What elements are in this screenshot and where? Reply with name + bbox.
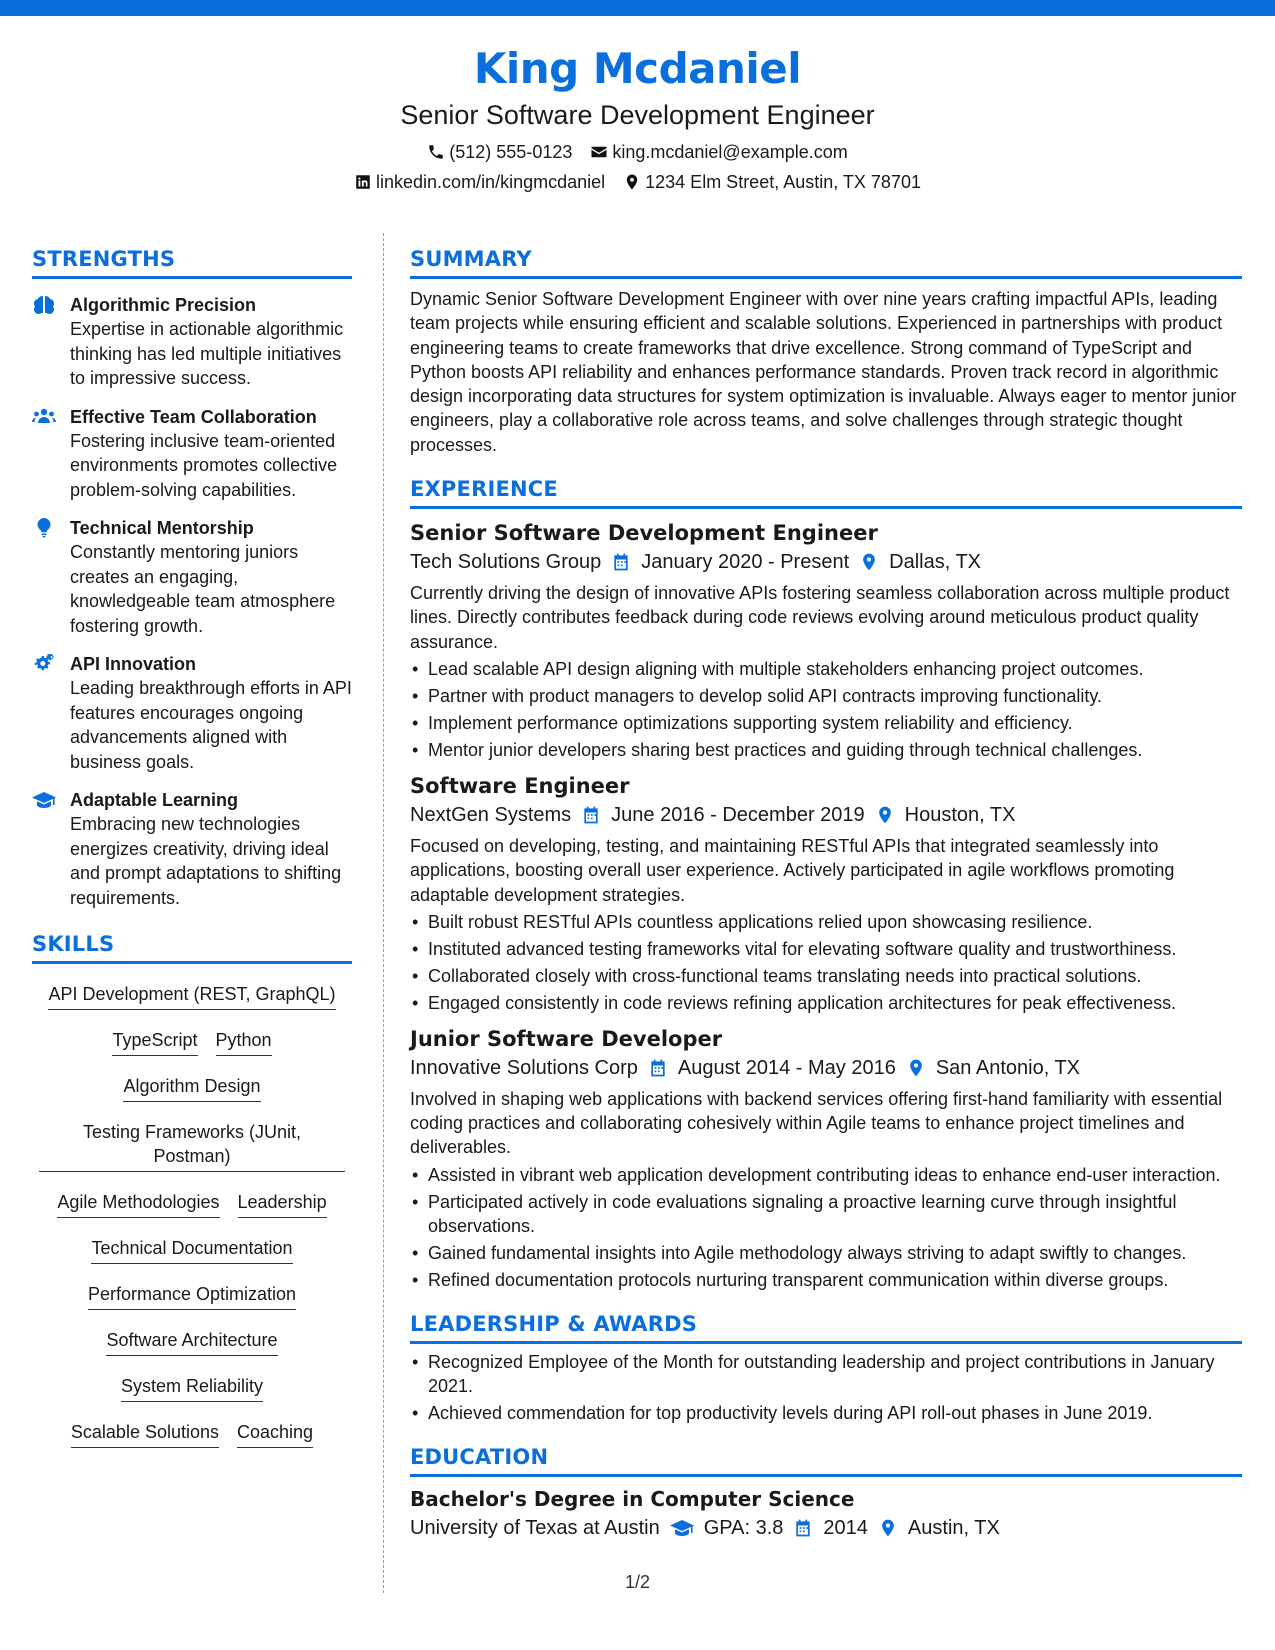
job-desc: Currently driving the design of innovative APIs fostering seamless collaboration across multiple product lines. Directly contributes feedback during code reviews evolving around meticulous product quality assurance. — [410, 583, 1230, 652]
address-contact — [623, 170, 921, 194]
strength-desc: Embracing new technologies energizes creativity, driving ideal and prompt adaptations to shifting requirements. — [70, 814, 342, 908]
skill-tag: Coaching — [237, 1420, 313, 1448]
right-column — [410, 245, 1242, 1555]
strengths-heading: STRENGTHS — [32, 245, 352, 279]
job-entry — [410, 519, 1242, 762]
job-bullet: • Built robust RESTful APIs countless applications relied upon showcasing resilience. — [410, 910, 1242, 934]
strength-desc: Constantly mentoring juniors creates an engaging, knowledgeable team atmosphere fostering growth. — [70, 542, 336, 636]
job-bullet: • Gained fundamental insights into Agile methodology always striving to adapt swiftly to changes. — [410, 1241, 1242, 1265]
map-pin-icon — [875, 805, 895, 825]
education-section — [410, 1443, 1242, 1543]
left-column — [32, 245, 352, 1460]
calendar-icon — [648, 1058, 668, 1078]
experience-heading: EXPERIENCE — [410, 475, 1242, 509]
job-meta — [410, 547, 1242, 577]
graduation-cap-icon — [32, 790, 56, 810]
lightbulb-icon — [32, 518, 56, 538]
linkedin-contact[interactable] — [354, 170, 605, 194]
strengths-section — [32, 245, 352, 910]
job-bullet: • Collaborated closely with cross-functional teams translating needs into practical solutions. — [410, 964, 1242, 988]
page-number: 1/2 — [624, 1572, 651, 1592]
strength-title: Effective Team Collaboration — [70, 406, 317, 427]
job-bullet: • Refined documentation protocols nurturing transparent communication within diverse groups. — [410, 1268, 1242, 1292]
graduation-cap-icon — [670, 1518, 694, 1538]
job-bullet: • Assisted in vibrant web application development contributing ideas to enhance end-user interaction. — [410, 1163, 1242, 1187]
calendar-icon — [581, 805, 601, 825]
job-company: Tech Solutions Group — [410, 551, 602, 574]
award-item: • Achieved commendation for top productivity levels during API roll-out phases in June 2019. — [410, 1401, 1242, 1425]
strength-item — [32, 652, 352, 774]
resume-header — [0, 40, 1275, 194]
phone-text: (512) 555-0123 — [449, 142, 573, 162]
awards-section — [410, 1310, 1242, 1425]
awards-heading: LEADERSHIP & AWARDS — [410, 1310, 1242, 1344]
job-entry — [410, 1025, 1242, 1292]
edu-gpa: GPA: 3.8 — [703, 1516, 784, 1539]
skill-tag: System Reliability — [121, 1374, 263, 1402]
contact-row-1 — [0, 140, 1275, 164]
email-contact[interactable] — [590, 140, 847, 164]
job-dates: January 2020 - Present — [641, 551, 850, 574]
candidate-title: Senior Software Development Engineer — [400, 100, 875, 130]
job-entry — [410, 772, 1242, 1015]
award-item: • Recognized Employee of the Month for outstanding leadership and project contributions in January 2021. — [410, 1350, 1242, 1398]
experience-section — [410, 475, 1242, 1292]
skills-section — [32, 930, 352, 1448]
job-dates: June 2016 - December 2019 — [611, 803, 865, 826]
skill-tag: Leadership — [238, 1190, 327, 1218]
job-bullets — [410, 657, 1242, 762]
address-text: 1234 Elm Street, Austin, TX 78701 — [645, 172, 921, 192]
users-icon — [32, 407, 56, 427]
job-bullets — [410, 1163, 1242, 1292]
summary-heading: SUMMARY — [410, 245, 1242, 279]
column-divider — [383, 233, 384, 1593]
phone-icon — [427, 143, 445, 161]
skill-tag: Performance Optimization — [88, 1282, 296, 1310]
envelope-icon — [590, 143, 608, 161]
edu-location: Austin, TX — [907, 1516, 1000, 1539]
strength-title: Adaptable Learning — [70, 790, 239, 810]
strength-title: API Innovation — [70, 654, 196, 674]
job-bullet: • Participated actively in code evaluations signaling a proactive learning curve through insightful observations. — [410, 1190, 1242, 1238]
strength-desc: Expertise in actionable algorithmic thinking has led multiple initiatives to impressive success. — [70, 319, 344, 388]
top-accent-bar — [0, 0, 1275, 16]
strength-item — [32, 788, 352, 910]
skill-tag: API Development (REST, GraphQL) — [48, 982, 335, 1010]
job-bullet: • Instituted advanced testing frameworks vital for elevating software quality and trustworthiness. — [410, 937, 1242, 961]
awards-list — [410, 1350, 1242, 1425]
job-desc: Involved in shaping web applications with backend services offering first-hand familiarity with essential coding practices and collaborating cohesively within Agile teams to enhance project timelines and deliverables. — [410, 1088, 1223, 1158]
strength-title: Algorithmic Precision — [70, 295, 257, 315]
edu-year: 2014 — [823, 1516, 868, 1539]
edu-meta — [410, 1513, 1242, 1543]
job-bullet: • Partner with product managers to develop solid API contracts improving functionality. — [410, 684, 1242, 708]
map-pin-icon — [623, 173, 641, 191]
map-pin-icon — [906, 1058, 926, 1078]
job-bullet: • Lead scalable API design aligning with multiple stakeholders enhancing project outcomes. — [410, 657, 1242, 681]
edu-degree: Bachelor's Degree in Computer Science — [410, 1486, 855, 1511]
job-title: Software Engineer — [410, 773, 630, 798]
skill-tag: Scalable Solutions — [71, 1420, 219, 1448]
strength-item — [32, 516, 352, 638]
skills-heading: SKILLS — [32, 930, 352, 964]
strength-item — [32, 405, 352, 503]
brain-icon — [32, 295, 56, 315]
job-location: Dallas, TX — [889, 551, 982, 574]
job-bullet: • Mentor junior developers sharing best practices and guiding through technical challenges. — [410, 738, 1242, 762]
job-bullets — [410, 910, 1242, 1015]
contact-row-2 — [0, 170, 1275, 194]
linkedin-icon — [354, 173, 372, 191]
job-bullet: • Engaged consistently in code reviews refining application architectures for peak effectiveness. — [410, 991, 1242, 1015]
gears-icon — [32, 654, 56, 674]
job-location: San Antonio, TX — [935, 1056, 1081, 1079]
calendar-icon — [793, 1518, 813, 1538]
strength-desc: Fostering inclusive team-oriented environments promotes collective problem-solving capabilities. — [70, 430, 338, 500]
summary-text: Dynamic Senior Software Development Engineer with over nine years crafting impactful APIs, leading team projects while ensuring efficient and scalable solutions. Experienced in partnerships with product engineering teams to create frameworks that drive excellence. Strong command of TypeScript and Python boosts API reliability and enhances performance standards. Proven track record in algorithmic design incorporating data structures for system optimization is invaluable. Always eager to mentor junior engineers, play a collaborative role across teams, and solve challenges through strategic thought processes. — [410, 289, 1237, 455]
skill-tag: Agile Methodologies — [57, 1190, 219, 1218]
job-location: Houston, TX — [904, 803, 1016, 826]
job-desc: Focused on developing, testing, and maintaining RESTful APIs that integrated seamlessly into applications, boosting overall user experience. Actively participated in agile workflows promoting adaptable development strategies. — [410, 835, 1175, 905]
skill-tag: Software Architecture — [106, 1328, 277, 1356]
skill-tag: Algorithm Design — [123, 1074, 260, 1102]
job-company: Innovative Solutions Corp — [410, 1056, 638, 1079]
linkedin-text: linkedin.com/in/kingmcdaniel — [376, 172, 606, 192]
job-bullet: • Implement performance optimizations supporting system reliability and efficiency. — [410, 711, 1242, 735]
map-pin-icon — [859, 552, 879, 572]
skills-list — [32, 964, 352, 1448]
skill-tag: Testing Frameworks (JUnit, Postman) — [39, 1120, 345, 1172]
job-dates: August 2014 - May 2016 — [677, 1056, 896, 1079]
summary-section — [410, 245, 1242, 457]
edu-school: University of Texas at Austin — [410, 1516, 660, 1539]
skill-tag: Technical Documentation — [91, 1236, 292, 1264]
job-company: NextGen Systems — [410, 803, 572, 826]
skill-tag: TypeScript — [112, 1028, 197, 1056]
job-meta — [410, 800, 1242, 830]
job-title: Junior Software Developer — [410, 1026, 723, 1051]
email-text: king.mcdaniel@example.com — [612, 142, 848, 162]
strength-item — [32, 293, 352, 391]
calendar-icon — [611, 552, 631, 572]
phone-contact[interactable] — [427, 140, 572, 164]
skill-tag: Python — [216, 1028, 272, 1056]
strength-desc: Leading breakthrough efforts in API features encourages ongoing advancements aligned with business goals. — [70, 678, 352, 772]
candidate-name: King Mcdaniel — [473, 44, 802, 93]
strength-title: Technical Mentorship — [70, 518, 254, 538]
job-meta — [410, 1053, 1242, 1083]
map-pin-icon — [878, 1518, 898, 1538]
education-heading: EDUCATION — [410, 1443, 1242, 1477]
job-title: Senior Software Development Engineer — [410, 521, 878, 546]
